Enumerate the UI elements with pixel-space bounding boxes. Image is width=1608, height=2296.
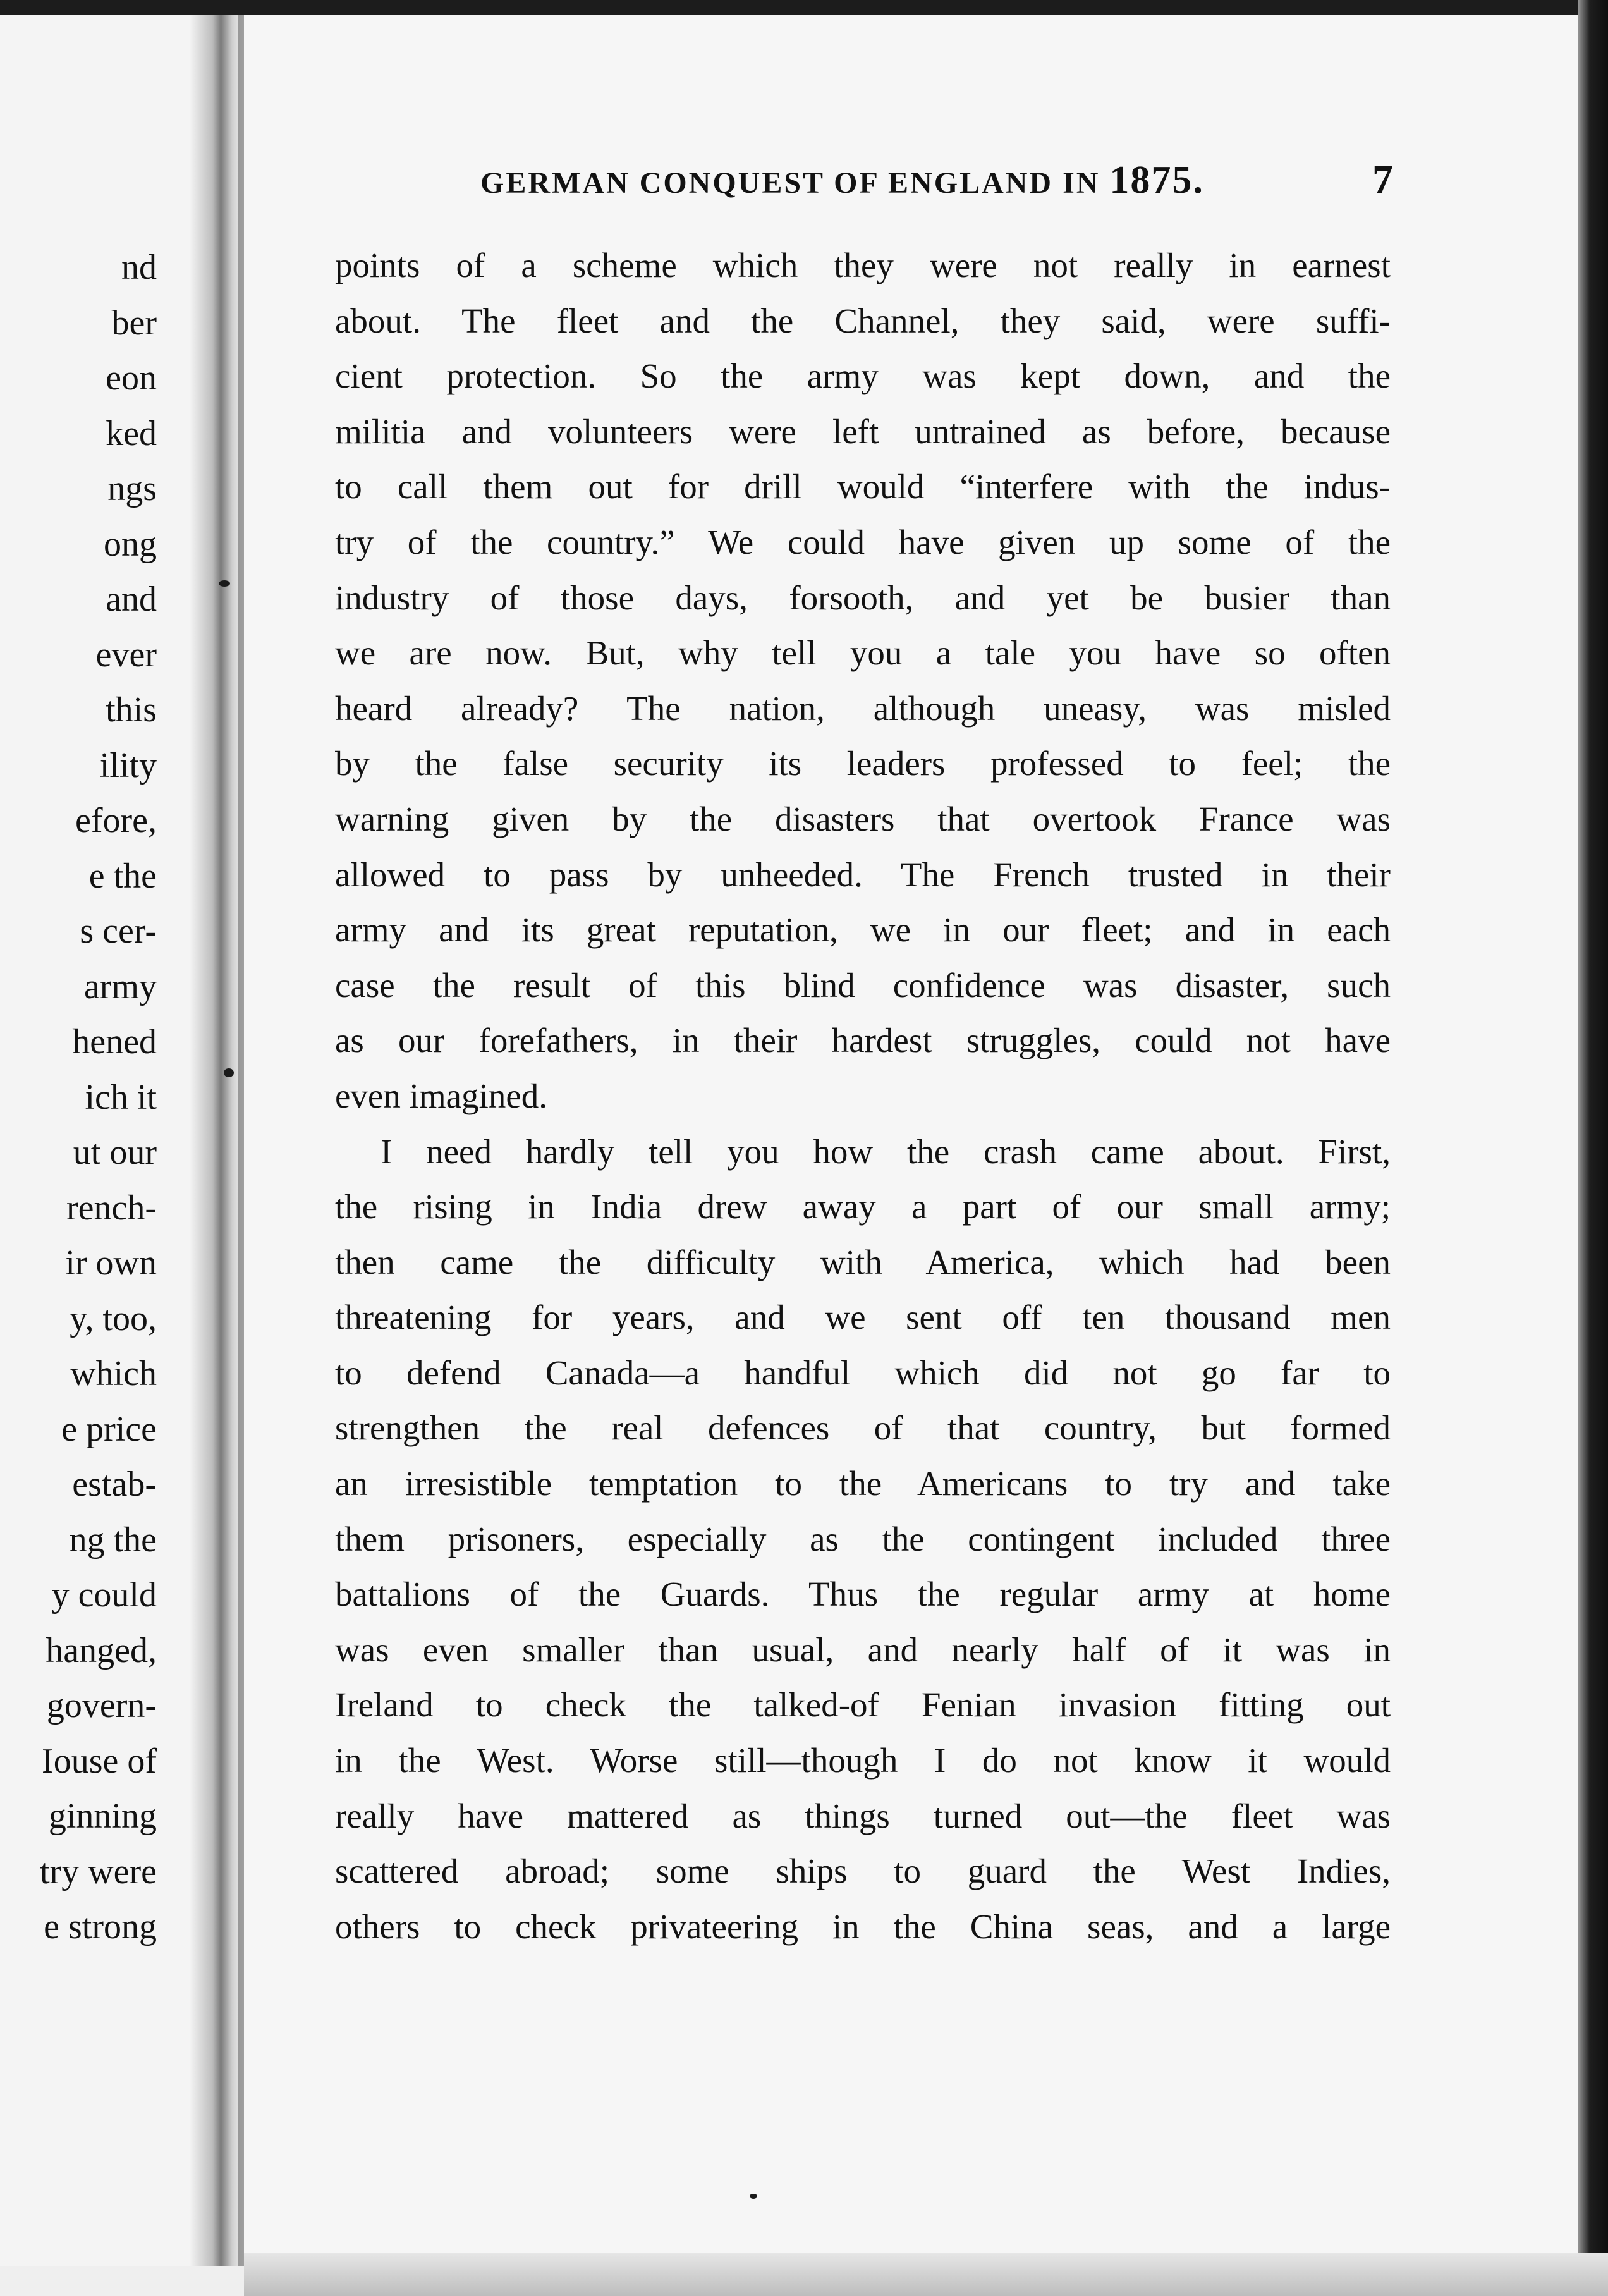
left-page-fragment: eon [106,358,157,398]
left-page-fragment: ever [95,635,157,675]
left-page-fragment: ked [106,413,157,453]
text-line: militia and volunteers were left untrained as before, because [335,412,1391,451]
left-page-fragment: rench- [66,1188,157,1228]
text-line: industry of those days, forsooth, and yet be busier than [335,578,1391,617]
running-title [480,152,1204,212]
left-page-fragment: hanged, [46,1630,157,1670]
left-page-fragment: hened [72,1022,157,1061]
left-page-fragment: e strong [44,1907,157,1946]
text-line: by the false security its leaders professed to feel; the [335,744,1391,783]
left-page-fragment: ng the [69,1520,157,1560]
scan-speck [750,2194,757,2199]
text-line: others to check privateering in the China seas, and a large [335,1907,1391,1946]
page-bottom-edge [244,2253,1608,2296]
paragraph [335,1124,1391,1955]
left-page-fragment: which [70,1354,157,1393]
left-page-fragment: nd [121,248,157,287]
text-line: threatening for years, and we sent off ten thousand men [335,1298,1391,1337]
left-page-fragment: ngs [107,469,157,508]
left-page-fragment: try were [39,1852,157,1891]
text-line: warning given by the disasters that overtook France was [335,799,1391,838]
text-line: try of the country.” We could have given up some of the [335,522,1391,561]
text-line: in the West. Worse still—though I do not know it would [335,1741,1391,1780]
text-line: to call them out for drill would “interfere with the indus- [335,467,1391,506]
left-page-fragment: y, too, [70,1298,157,1338]
text-line: strengthen the real defences of that country, but formed [335,1408,1391,1448]
text-line: cient protection. So the army was kept down, and the [335,357,1391,396]
left-page-fragment: s cer- [80,912,157,951]
text-line: even imagined. [335,1076,547,1115]
left-page-fragment: army [83,967,157,1006]
left-page-text-fragments [0,240,215,1955]
left-page-fragment: govern- [46,1686,157,1725]
text-line: about. The fleet and the Channel, they said, were suffi- [335,301,1391,340]
left-page-fragment: e the [88,856,157,896]
left-page-fragment: ir own [65,1243,157,1283]
text-line: Ireland to check the talked-of Fenian invasion fitting out [335,1685,1391,1725]
left-page-fragment: ut our [73,1133,157,1172]
text-line: points of a scheme which they were not really in earnest [335,246,1391,284]
text-line: as our forefathers, in their hardest struggles, could not have [335,1021,1391,1060]
text-line: then came the difficulty with America, which had been [335,1242,1391,1281]
left-page-fragment: ber [111,303,157,343]
text-line: the rising in India drew away a part of our small army; [335,1187,1391,1226]
text-line: really have mattered as things turned out—the fleet was [335,1796,1391,1835]
text-line: an irresistible temptation to the Americans to try and take [335,1464,1391,1503]
page-number: 7 [1372,157,1393,203]
text-line: battalions of the Guards. Thus the regular army at home [335,1575,1391,1614]
left-page-fragment: ich it [85,1077,157,1117]
body-text [335,238,1391,1954]
text-line: scattered abroad; some ships to guard the West Indies, [335,1852,1391,1891]
left-page-fragment: estab- [72,1465,157,1504]
left-page-fragment: ginning [48,1797,157,1836]
text-line: them prisoners, especially as the contingent included three [335,1519,1391,1558]
scan-speck [224,1068,234,1077]
left-page-fragment: e price [61,1409,157,1449]
text-line: heard already? The nation, although uneasy, was misled [335,688,1391,728]
text-line: army and its great reputation, we in our fleet; and in each [335,910,1391,950]
text-line: case the result of this blind confidence was disaster, such [335,965,1391,1004]
paragraph [335,238,1391,1124]
left-page-fragment: ong [104,524,157,564]
fold-shadow [238,15,244,2266]
left-page-fragment: efore, [75,801,157,840]
running-title-text: GERMAN CONQUEST OF ENGLAND IN [480,166,1100,200]
scan-top-edge [0,0,1608,15]
running-title-year: 1875. [1109,159,1204,202]
left-page-fragment: this [106,690,157,730]
left-page-fragment: y could [51,1575,157,1615]
text-line: was even smaller than usual, and nearly half of it was in [335,1630,1391,1669]
text-line: allowed to pass by unheeded. The French trusted in their [335,855,1391,894]
left-page-fragment: Iouse of [42,1741,157,1781]
text-line: I need hardly tell you how the crash came about. First, [381,1132,1391,1171]
running-header [335,152,1391,209]
scan-speck [219,580,230,587]
text-line: we are now. But, why tell you a tale you have so often [335,633,1391,673]
left-page-fragment: and [106,580,157,619]
page-stack-edge [1578,0,1608,2296]
left-page-fragment: ility [99,745,157,785]
text-line: to defend Canada—a handful which did not go far to [335,1353,1391,1392]
